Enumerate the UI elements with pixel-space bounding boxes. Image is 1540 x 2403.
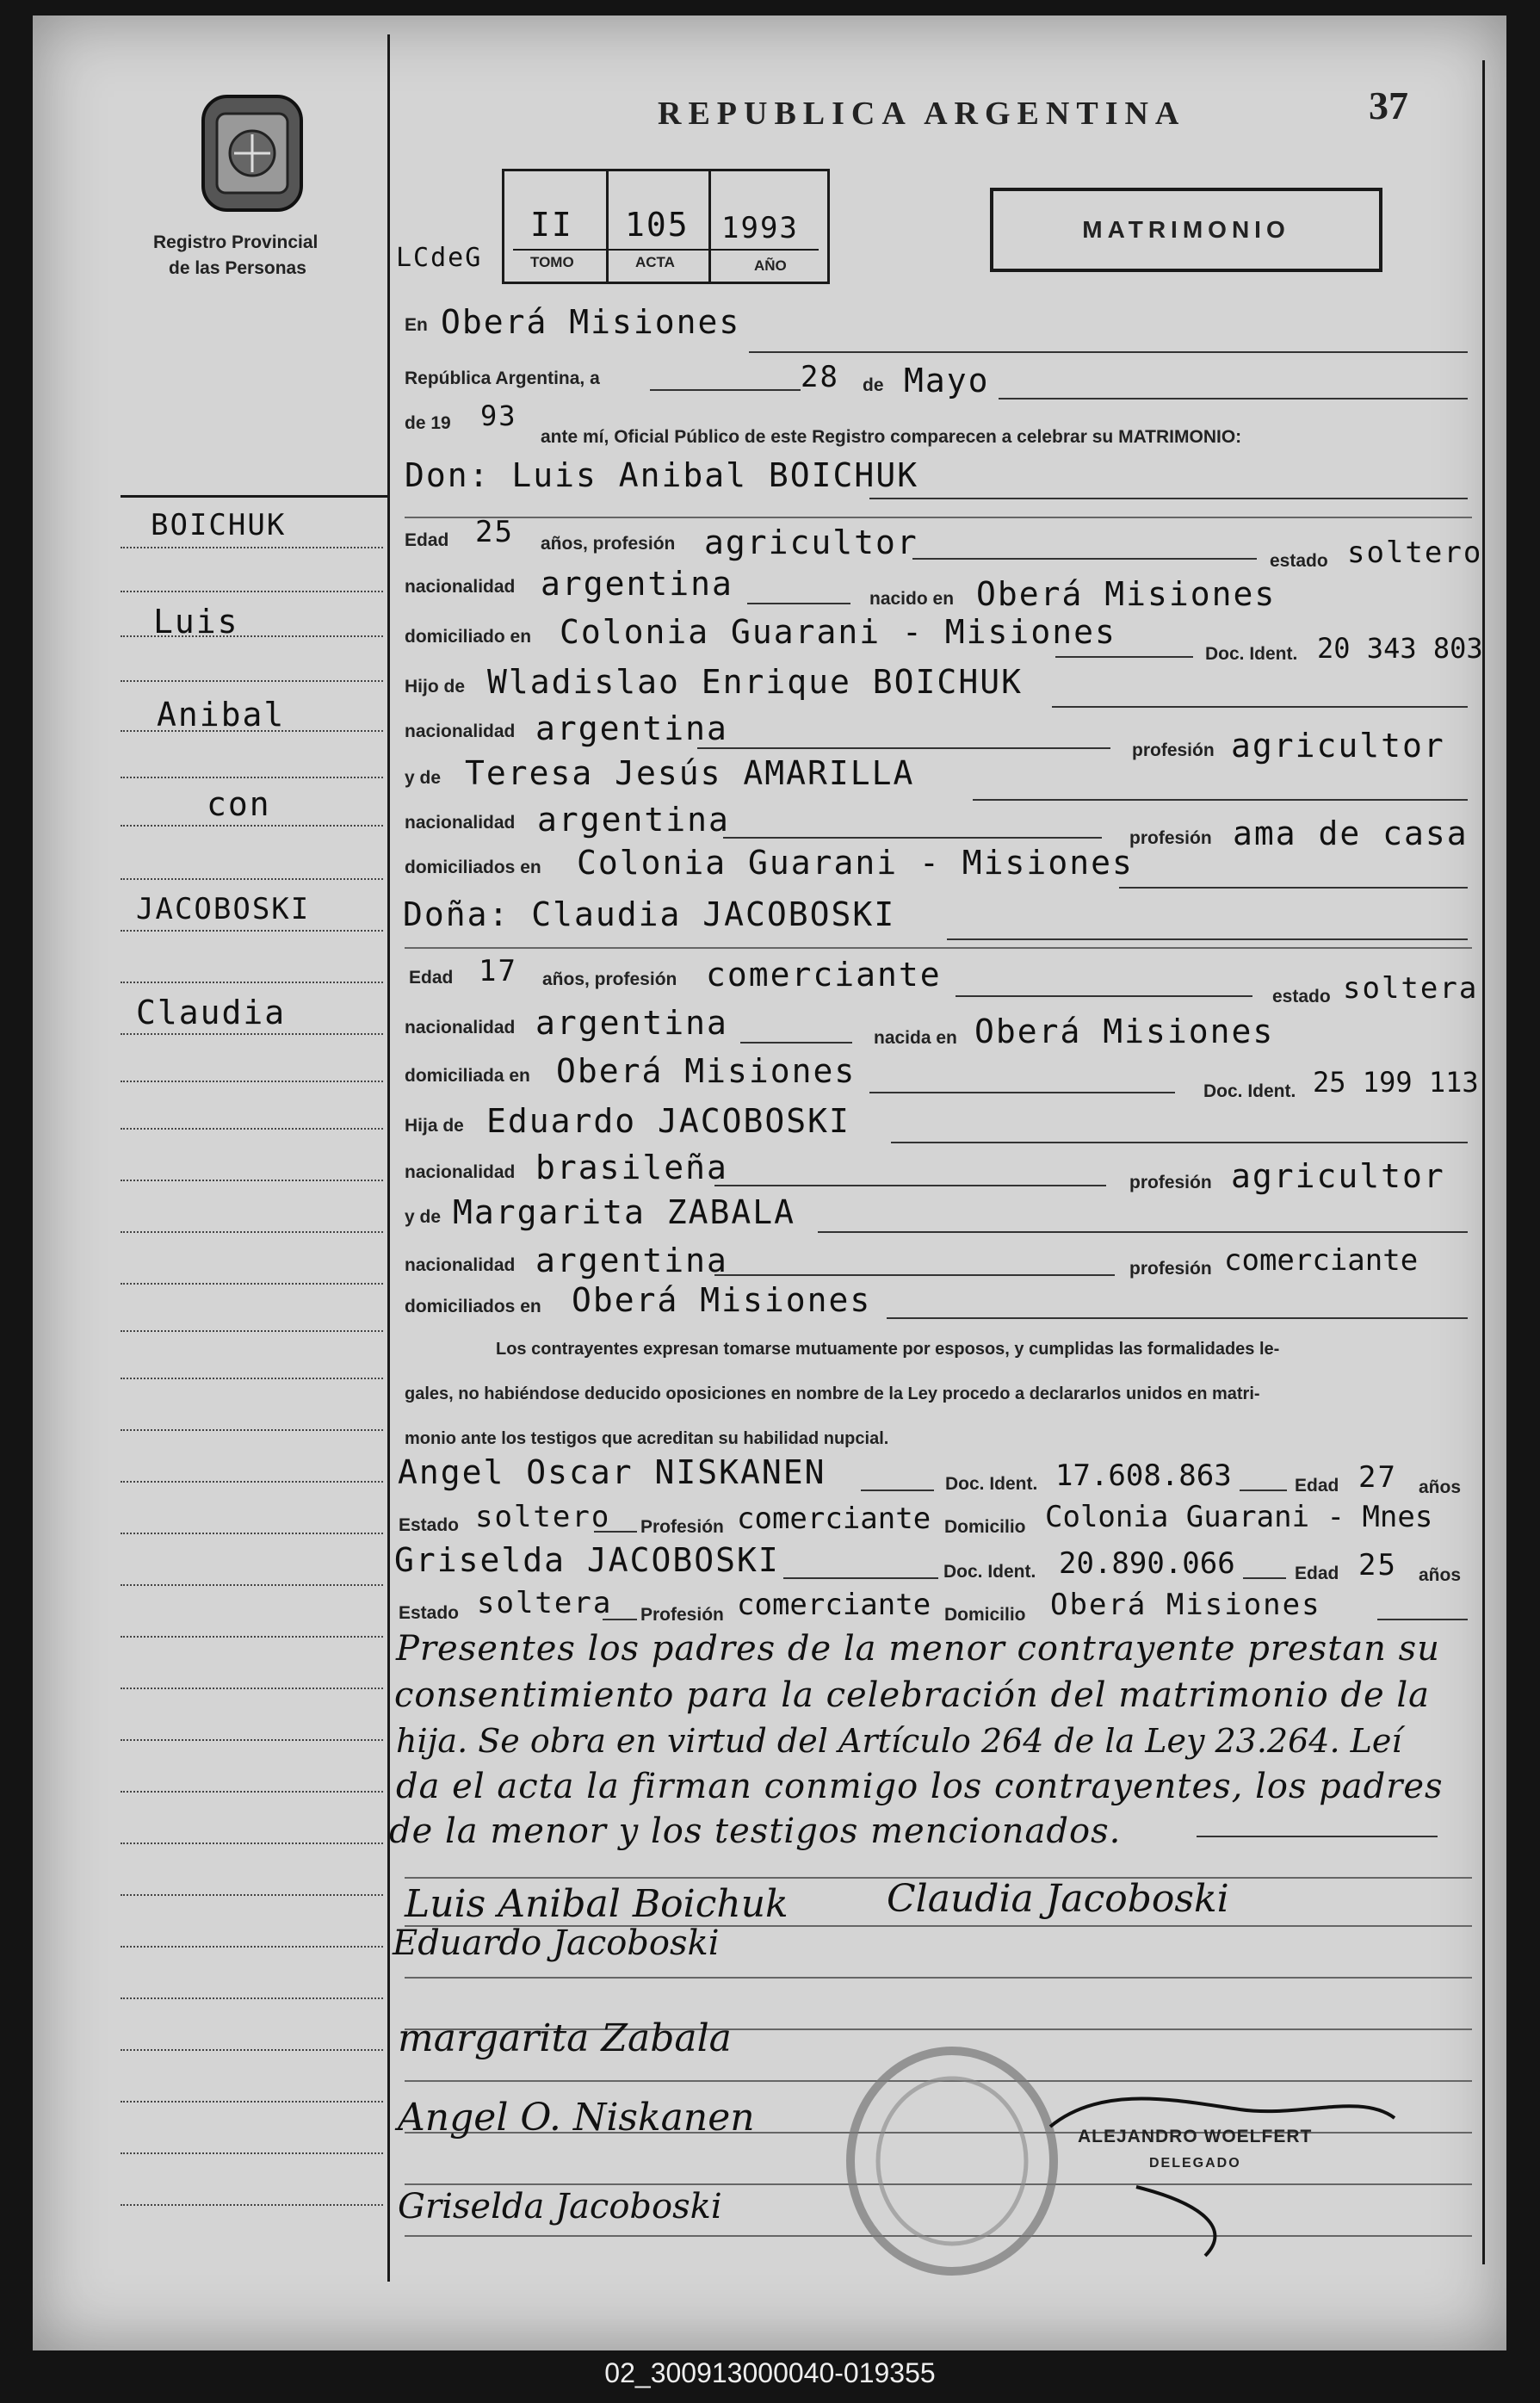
witness1-name: Angel Oscar NISKANEN xyxy=(398,1453,826,1491)
bride-father-nac-value: brasileña xyxy=(535,1149,728,1186)
bride-father-prof-label: profesión xyxy=(1129,1173,1212,1192)
bride-father-nac-label: nacionalidad xyxy=(405,1162,516,1182)
witness1-profesion-value: comerciante xyxy=(737,1502,931,1536)
witness2-edad-value: 25 xyxy=(1358,1548,1397,1582)
groom-edad-label: Edad xyxy=(405,530,449,550)
witness1-edad-value: 27 xyxy=(1358,1460,1397,1495)
groom-father-nac-label: nacionalidad xyxy=(405,722,516,741)
bride-name: Doña: Claudia JACOBOSKI xyxy=(403,895,896,933)
tomo-label: TOMO xyxy=(530,254,574,270)
witness1-estado-value: soltero xyxy=(475,1500,611,1534)
witness2-anos-label: años xyxy=(1419,1565,1462,1585)
bride-parents-dom-value: Oberá Misiones xyxy=(572,1281,872,1319)
en-label: En xyxy=(405,315,428,335)
signature-bride: Claudia Jacoboski xyxy=(887,1877,1229,1921)
witness2-profesion-label: Profesión xyxy=(640,1605,724,1625)
bride-nacionalidad-label: nacionalidad xyxy=(405,1018,516,1037)
doc-type-box xyxy=(990,188,1382,272)
groom-mother-nac-label: nacionalidad xyxy=(405,813,516,833)
bride-parents-dom-label: domiciliados en xyxy=(405,1297,541,1316)
witness2-doc-value: 20.890.066 xyxy=(1059,1546,1235,1581)
groom-anos-profesion-label: años, profesión xyxy=(541,534,676,554)
observations-line-2: consentimiento para la celebración del matrimonio de la xyxy=(394,1675,1431,1715)
groom-hijo-label: Hijo de xyxy=(405,677,466,697)
groom-edad-value: 25 xyxy=(475,515,514,549)
observations-line-4: da el acta la firman conmigo los contrayentes, los padres xyxy=(396,1767,1444,1806)
witness2-estado-value: soltera xyxy=(477,1586,613,1620)
witness1-doc-value: 17.608.863 xyxy=(1055,1459,1232,1493)
tomo-acta-box xyxy=(502,169,830,284)
place-value: Oberá Misiones xyxy=(441,303,741,341)
year-value: 93 xyxy=(480,399,517,432)
bride-doc-value: 25 199 113 xyxy=(1313,1066,1479,1099)
signature-witness-2: Griselda Jacoboski xyxy=(398,2187,722,2226)
image-code: 02_300913000040-019355 xyxy=(604,2357,936,2388)
groom-domicilio-value: Colonia Guarani - Misiones xyxy=(560,613,1116,651)
bride-profesion-value: comerciante xyxy=(706,956,942,994)
bride-mother-nac-value: argentina xyxy=(535,1242,728,1279)
witness2-estado-label: Estado xyxy=(399,1603,460,1623)
groom-yde-label: y de xyxy=(405,768,442,788)
witness1-domicilio-value: Colonia Guarani - Mnes xyxy=(1045,1500,1433,1534)
bride-nacida-label: nacida en xyxy=(874,1028,957,1048)
bride-mother-name: Margarita ZABALA xyxy=(453,1193,796,1231)
bride-hija-label: Hija de xyxy=(405,1116,464,1136)
bride-father-name: Eduardo JACOBOSKI xyxy=(486,1102,850,1140)
year-prefix: de 19 xyxy=(405,413,451,433)
signature-groom: Luis Anibal Boichuk xyxy=(405,1882,789,1926)
de-label: de xyxy=(863,375,884,395)
groom-doc-label: Doc. Ident. xyxy=(1205,644,1298,664)
doc-type-title: MATRIMONIO xyxy=(1082,216,1290,243)
signature-witness-1: Angel O. Niskanen xyxy=(398,2096,755,2140)
groom-estado-label: estado xyxy=(1270,551,1328,571)
witness1-edad-label: Edad xyxy=(1295,1476,1339,1496)
witness2-domicilio-label: Domicilio xyxy=(944,1605,1026,1625)
declaration-line-3: monio ante los testigos que acreditan su habilidad nupcial. xyxy=(405,1429,889,1448)
tomo-value: II xyxy=(530,206,573,244)
witness2-name: Griselda JACOBOSKI xyxy=(394,1541,780,1579)
groom-father-name: Wladislao Enrique BOICHUK xyxy=(487,663,1023,701)
margin-name-1a: Luis xyxy=(153,603,239,641)
month-value: Mayo xyxy=(904,362,990,399)
bride-estado-value: soltera xyxy=(1343,971,1479,1006)
official-stamp xyxy=(840,2041,1064,2286)
groom-profesion-value: agricultor xyxy=(704,523,918,561)
groom-mother-name: Teresa Jesús AMARILLA xyxy=(465,754,915,792)
acta-label: ACTA xyxy=(635,254,675,270)
observations-line-5: de la menor y los testigos mencionados. xyxy=(389,1812,1122,1851)
groom-domicilio-label: domiciliado en xyxy=(405,627,532,647)
acta-value: 105 xyxy=(625,206,690,244)
day-value: 28 xyxy=(801,360,839,394)
groom-parents-dom-value: Colonia Guarani - Misiones xyxy=(577,844,1134,882)
declaration-line-2: gales, no habiéndose deducido oposiciones en nombre de la Ley procedo a declararlos unidos en matri- xyxy=(405,1384,1260,1403)
groom-father-prof-value: agricultor xyxy=(1231,727,1445,765)
registry-seal xyxy=(200,93,305,218)
groom-nacionalidad-value: argentina xyxy=(541,565,733,603)
witness1-domicilio-label: Domicilio xyxy=(944,1517,1026,1537)
country-title: REPUBLICA ARGENTINA xyxy=(658,96,1186,132)
bride-nacida-value: Oberá Misiones xyxy=(974,1013,1275,1050)
witness1-doc-label: Doc. Ident. xyxy=(945,1474,1038,1494)
registry-line-1: Registro Provincial xyxy=(153,232,319,252)
declaration-line-1: Los contrayentes expresan tomarse mutuamente por esposos, y cumplidas las formalidades le- xyxy=(496,1340,1280,1359)
witness2-domicilio-value: Oberá Misiones xyxy=(1050,1588,1321,1622)
republica-label: República Argentina, a xyxy=(405,369,600,388)
signature-bride-mother: margarita Zabala xyxy=(398,2016,732,2060)
margin-surname-2: JACOBOSKI xyxy=(136,892,311,926)
intro-text: ante mí, Oficial Público de este Registro comparecen a celebrar su MATRIMONIO: xyxy=(541,427,1242,447)
margin-header-rule xyxy=(121,495,387,498)
right-margin-line xyxy=(1482,60,1485,2264)
witness2-edad-label: Edad xyxy=(1295,1564,1339,1583)
observations-line-1: Presentes los padres de la menor contrayente prestan su xyxy=(396,1629,1440,1669)
bride-edad-label: Edad xyxy=(409,968,454,988)
groom-mother-prof-label: profesión xyxy=(1129,828,1212,848)
groom-nacido-label: nacido en xyxy=(869,589,955,609)
groom-mother-nac-value: argentina xyxy=(537,801,730,839)
groom-parents-dom-label: domiciliados en xyxy=(405,858,541,877)
groom-nacionalidad-label: nacionalidad xyxy=(405,577,516,597)
groom-doc-value: 20 343 803 xyxy=(1317,632,1483,665)
signature-bride-father: Eduardo Jacoboski xyxy=(393,1923,720,1963)
groom-estado-value: soltero xyxy=(1347,536,1483,570)
bride-nacionalidad-value: argentina xyxy=(535,1004,728,1042)
bride-mother-nac-label: nacionalidad xyxy=(405,1255,516,1275)
groom-nacido-value: Oberá Misiones xyxy=(976,575,1277,613)
witness1-estado-label: Estado xyxy=(399,1515,460,1535)
groom-mother-prof-value: ama de casa xyxy=(1233,814,1469,852)
bride-domicilio-value: Oberá Misiones xyxy=(556,1052,857,1090)
witness2-profesion-value: comerciante xyxy=(737,1588,931,1622)
witness1-anos-label: años xyxy=(1419,1477,1462,1497)
margin-note: LCdeG xyxy=(396,243,483,273)
margin-surname-1: BOICHUK xyxy=(151,508,287,542)
bride-mother-prof-label: profesión xyxy=(1129,1259,1212,1279)
official-title: DELEGADO xyxy=(1149,2156,1241,2171)
groom-father-prof-label: profesión xyxy=(1132,740,1215,760)
bride-doc-label: Doc. Ident. xyxy=(1203,1081,1296,1101)
bride-anos-profesion-label: años, profesión xyxy=(542,969,677,989)
bride-mother-prof-value: comerciante xyxy=(1224,1243,1419,1278)
bride-edad-value: 17 xyxy=(479,954,517,988)
margin-connector: con xyxy=(207,785,271,823)
groom-father-nac-value: argentina xyxy=(535,709,728,747)
witness1-profesion-label: Profesión xyxy=(640,1517,724,1537)
observations-line-3: hija. Se obra en virtud del Artículo 264 de la Ley 23.264. Leí xyxy=(396,1722,1402,1760)
bride-father-prof-value: agricultor xyxy=(1231,1157,1445,1195)
page-number: 37 xyxy=(1369,84,1408,127)
anio-label: AÑO xyxy=(754,257,787,274)
anio-value: 1993 xyxy=(721,211,799,245)
margin-name-1b: Anibal xyxy=(157,696,286,734)
registry-line-2: de las Personas xyxy=(169,258,306,278)
bride-domicilio-label: domiciliada en xyxy=(405,1066,530,1086)
margin-name-2: Claudia xyxy=(136,994,287,1031)
left-column-divider xyxy=(387,34,390,2282)
official-signature-stroke xyxy=(1033,2075,1412,2269)
groom-name: Don: Luis Anibal BOICHUK xyxy=(405,456,919,494)
official-name: ALEJANDRO WOELFERT xyxy=(1078,2127,1313,2146)
witness2-doc-label: Doc. Ident. xyxy=(943,1562,1036,1582)
bride-estado-label: estado xyxy=(1272,987,1331,1006)
bride-yde-label: y de xyxy=(405,1207,442,1227)
